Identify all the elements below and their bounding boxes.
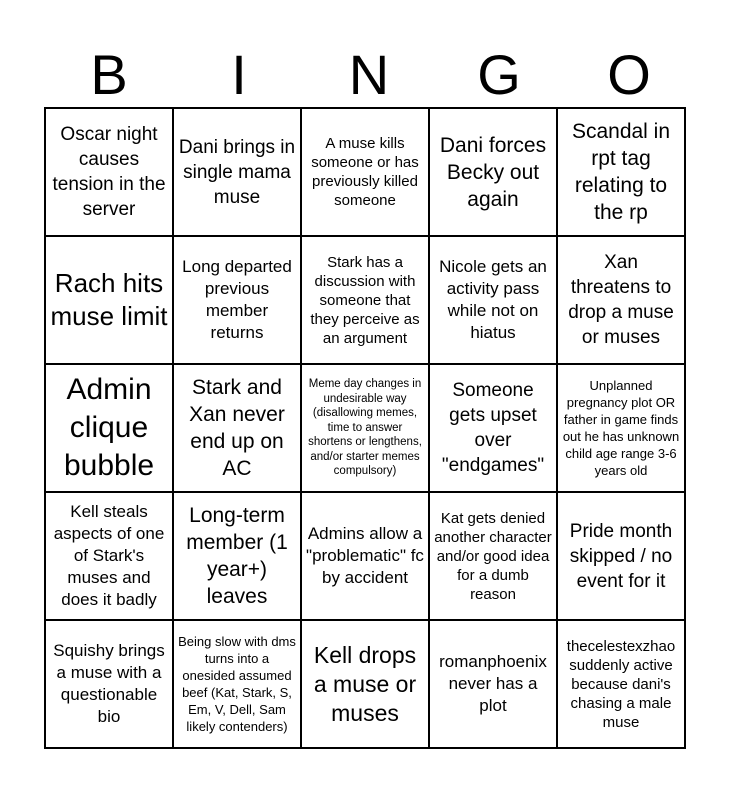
cell-text: Kell drops a muse or muses [313, 641, 417, 726]
bingo-cell [174, 365, 302, 493]
header-letter-g: G [477, 43, 521, 106]
cell-text: Long departed previous member returns [182, 257, 292, 342]
bingo-cell [302, 365, 430, 493]
cell-text: Being slow with dms turns into a onesided assumed beef (Kat, Stark, S, Em, V, Dell, Sam likely contenders) [178, 634, 296, 734]
cell-text: Kell steals aspects of one of Stark's muses and does it badly [53, 502, 165, 609]
cell-text: Stark and Xan never end up on AC [189, 376, 285, 480]
bingo-cell [430, 365, 558, 493]
cell-text: Oscar night causes tension in the server [52, 124, 166, 220]
bingo-cell [302, 109, 430, 237]
cell-text: Someone gets upset over "endgames" [441, 380, 545, 476]
bingo-grid [44, 107, 686, 749]
cell-text: A muse kills someone or has previously killed someone [311, 135, 419, 209]
header-letter-b: B [90, 43, 128, 106]
bingo-cell [558, 365, 686, 493]
cell-text: Dani forces Becky out again [439, 133, 547, 211]
cell-text: Meme day changes in undesirable way (disallowing memes, time to answer shortens or lengthens, and/or starter memes compulsory) [308, 378, 422, 478]
bingo-cell [558, 621, 686, 749]
bingo-cell [46, 365, 174, 493]
cell-text: Long-term member (1 year+) leaves [186, 504, 288, 608]
cell-text: Admins allow a "problematic" fc by accident [306, 524, 424, 587]
cell-text: thecelestexzhao suddenly active because dani's chasing a male muse [566, 637, 676, 731]
bingo-cell [174, 621, 302, 749]
header-letter-n: N [348, 43, 390, 106]
bingo-cell [46, 493, 174, 621]
header-letter-o: O [607, 43, 651, 106]
bingo-cell [46, 237, 174, 365]
bingo-cell [430, 109, 558, 237]
cell-text: Rach hits muse limit [50, 268, 168, 331]
bingo-cell [302, 493, 430, 621]
cell-text: romanphoenix never has a plot [439, 652, 547, 715]
bingo-cell [430, 237, 558, 365]
cell-text: Xan threatens to drop a muse or muses [568, 252, 674, 348]
cell-text: Stark has a discussion with someone that they perceive as an argument [310, 253, 420, 347]
bingo-cell [302, 237, 430, 365]
cell-text: Admin clique bubble [63, 373, 155, 482]
cell-text: Scandal in rpt tag relating to the rp [571, 120, 671, 224]
bingo-cell [558, 493, 686, 621]
bingo-cell [302, 621, 430, 749]
bingo-header [44, 44, 694, 106]
bingo-cell [430, 621, 558, 749]
cell-text: Nicole gets an activity pass while not on hiatus [439, 257, 547, 342]
bingo-cell [174, 493, 302, 621]
header-letter-i: I [231, 43, 247, 106]
bingo-cell [174, 237, 302, 365]
bingo-cell [46, 109, 174, 237]
cell-text: Dani brings in single mama muse [178, 136, 296, 208]
cell-text: Kat gets denied another character and/or good idea for a dumb reason [434, 509, 552, 603]
cell-text: Pride month skipped / no event for it [569, 520, 673, 592]
cell-text: Unplanned pregnancy plot OR father in game finds out he has unknown child age range 3-6 years old [562, 378, 680, 478]
bingo-cell [430, 493, 558, 621]
bingo-cell [558, 237, 686, 365]
cell-text: Squishy brings a muse with a questionable bio [53, 641, 165, 726]
bingo-cell [174, 109, 302, 237]
bingo-cell [558, 109, 686, 237]
bingo-cell [46, 621, 174, 749]
